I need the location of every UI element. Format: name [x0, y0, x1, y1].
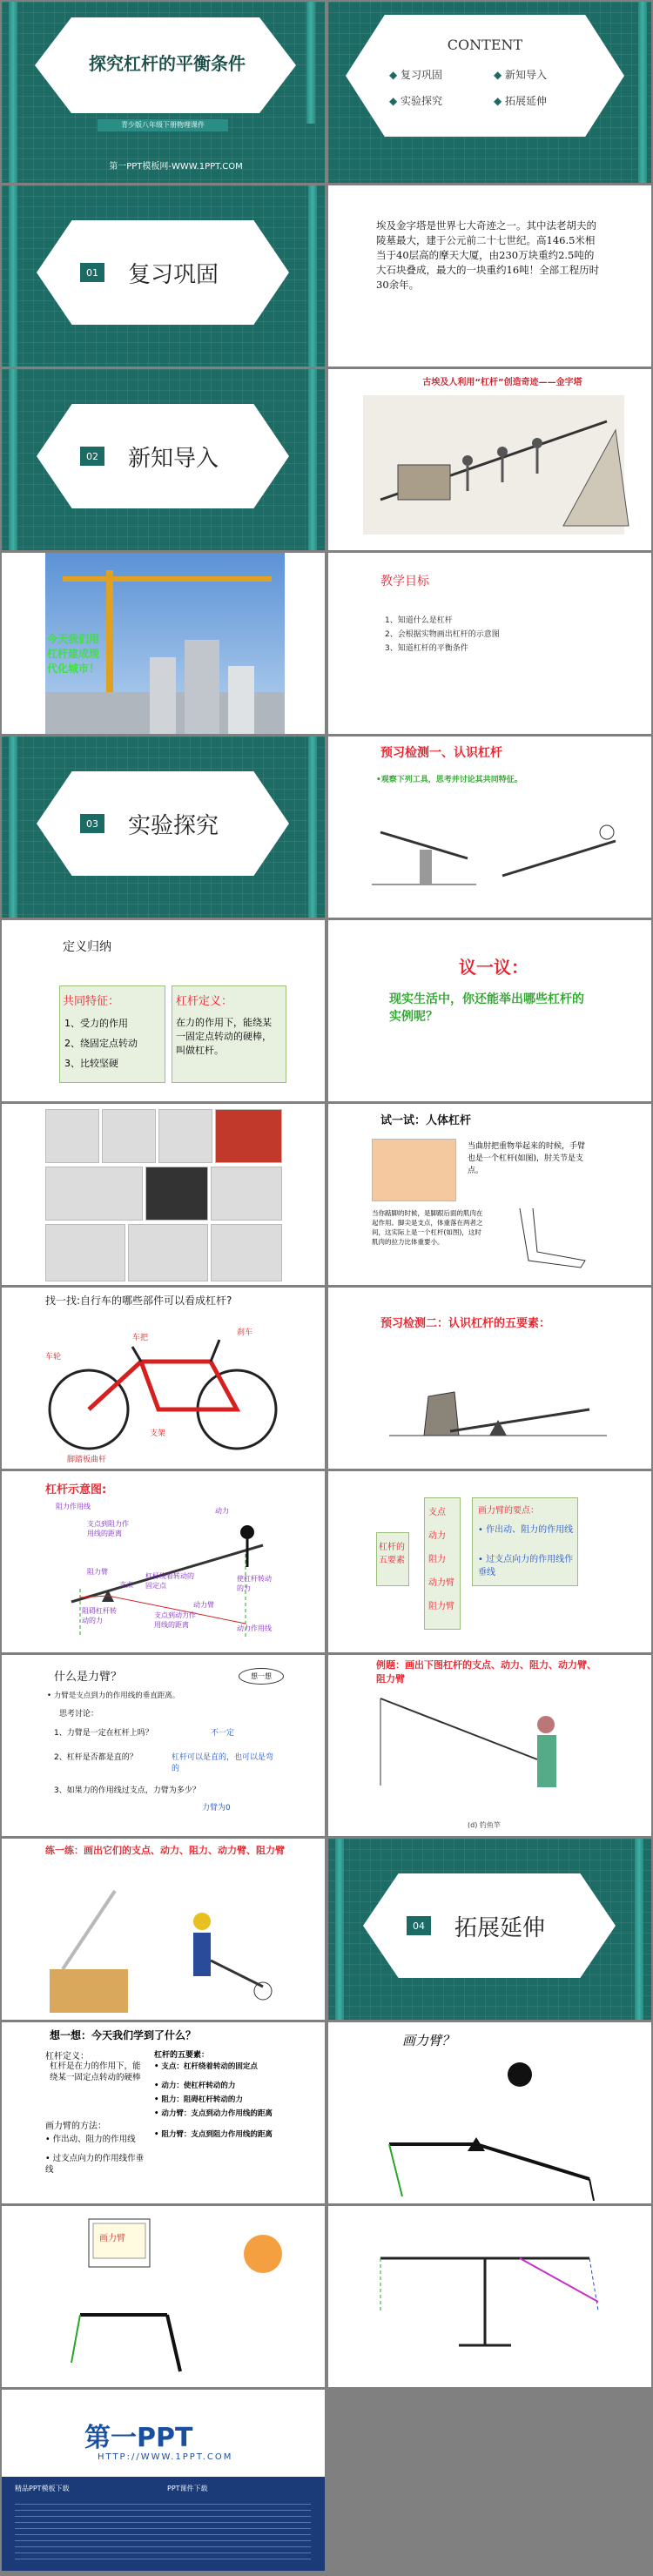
bike-label-wheel: 车轮: [45, 1353, 62, 1362]
slide-objectives: [328, 553, 651, 734]
pencil-decoration: [9, 185, 17, 367]
arm-bubble: 想一想: [239, 1668, 284, 1685]
foot-illustration: [502, 1200, 607, 1278]
feature-item-2: 2、绕固定点转动: [64, 1038, 138, 1049]
pencil-decoration: [308, 736, 317, 918]
slide-summary: [2, 2022, 325, 2203]
slide-body-lever: [328, 1104, 651, 1285]
section-number: 03: [80, 814, 104, 833]
contents-hexagon: [346, 15, 624, 137]
example-caption: (d) 钓鱼竿: [468, 1821, 501, 1829]
contents-item-label: 实验探究: [401, 95, 443, 107]
draw-arm-sign: 画力臂: [99, 2234, 125, 2243]
summary-method-title: 画力臂的方法：: [45, 2122, 106, 2131]
arm-tip-label: 过支点向力的作用线作垂线: [478, 1555, 574, 1577]
ad-link-list: [15, 2499, 311, 2564]
arm-heading: 什么是力臂？: [54, 1671, 123, 1684]
slide-example: [328, 1655, 651, 1836]
section-title: 实验探究: [128, 813, 219, 839]
feature-item-1: 1、受力的作用: [64, 1018, 128, 1029]
slide-what-is-arm: [2, 1655, 325, 1836]
contents-item-4[interactable]: [494, 93, 547, 108]
objective-item-2: 2、会根据实物画出杠杆的示意图: [385, 630, 500, 639]
summary-five-5: • 阻力臂：支点到阻力作用线的距离: [154, 2130, 273, 2139]
slide-arm-practice: [2, 2206, 325, 2387]
label-resistance-arm: 阻力臂: [87, 1568, 108, 1576]
answer-1: 不一定: [211, 1729, 235, 1738]
pencil-decoration: [638, 2, 647, 183]
slide-section-02: [2, 369, 325, 550]
section-number: 04: [407, 1916, 431, 1935]
tool-image: [158, 1109, 212, 1163]
slide-preview-1: [328, 736, 651, 918]
practice-illustration: [2, 1839, 325, 2020]
bike-label-stand: 支架: [150, 1429, 166, 1438]
summary-def-text: 杠杆是在力的作用下，能绕某一固定点转动的硬棒: [50, 2061, 141, 2082]
pencil-decoration: [306, 2, 315, 124]
contents-item-2[interactable]: [494, 67, 547, 82]
preview2-heading: 预习检测二：认识杠杆的五要素：: [380, 1317, 551, 1330]
label-effort-desc: 使杠杆转动的力: [237, 1575, 272, 1592]
subtitle: 青少版八年级下册物理课件: [121, 121, 205, 129]
pencil-decoration: [335, 1839, 344, 2020]
tool-image: [102, 1109, 156, 1163]
definition-heading: 定义归纳: [63, 940, 111, 954]
preview-heading: 预习检测一、认识杠杆: [380, 746, 502, 760]
page-title: 探究杠杆的平衡条件: [89, 53, 246, 74]
summary-five-title: 杠杆的五要素：: [154, 2051, 210, 2060]
tool-image: [145, 1167, 208, 1221]
element-item-2: 动力: [428, 1531, 446, 1541]
question-2: 2、杠杆是否都是直的？: [54, 1753, 138, 1762]
objectives-heading: 教学目标: [380, 575, 429, 589]
lever-definition-text: 在力的作用下，能绕某一固定点转动的硬棒，叫做杠杆。: [176, 1017, 272, 1056]
tool-image: [211, 1167, 282, 1221]
label-resistance-desc: 阻碍杠杆转动的力: [82, 1607, 117, 1624]
section-title: 复习巩固: [128, 262, 219, 288]
label-resistance-line: 阻力作用线: [56, 1503, 91, 1510]
slide-ad: [2, 2390, 325, 2571]
draw-arm-diagram: [328, 2022, 651, 2203]
arm-definition: • 力臂是支点到力的作用线的垂直距离。: [47, 1692, 180, 1700]
crane-caption: 今天我们用杠杆建成现代化城市！: [47, 633, 100, 675]
ad-col1-title[interactable]: 精品PPT模板下载: [15, 2485, 70, 2492]
common-features-title: 共同特征：: [63, 995, 120, 1008]
slide-pyramid-drawing: [328, 369, 651, 550]
arm-tip-2: • 过支点向力的作用线作垂线: [478, 1555, 574, 1577]
tool-image: [128, 1224, 208, 1281]
pencil-decoration: [9, 369, 17, 550]
tools-illustration: [328, 736, 651, 918]
question-3: 3、如果力的作用线过支点，力臂为多少？: [54, 1786, 200, 1795]
slide-lever-diagram: [2, 1471, 325, 1652]
label-effort-arm: 动力臂: [193, 1601, 214, 1609]
lever-definition-title: 杠杆定义：: [176, 995, 233, 1008]
think-label: 思考讨论：: [59, 1710, 99, 1718]
tool-image: [45, 1224, 125, 1281]
label-effort: 动力: [215, 1507, 229, 1515]
slide-five-elements: [328, 1471, 651, 1652]
contents-heading: CONTENT: [447, 37, 523, 53]
pyramid-illustration: [328, 369, 651, 550]
objective-item-3: 3、知道杠杆的平衡条件: [385, 644, 468, 653]
slide-discuss: [328, 920, 651, 1101]
arm-image: [372, 1139, 456, 1201]
slide-draw-arm: [328, 2022, 651, 2203]
answer-2: 杠杆可以是直的，也可以是弯的: [172, 1753, 274, 1773]
summary-method-1: • 作出动、阻力的作用线: [45, 2135, 136, 2144]
contents-item-3[interactable]: [389, 93, 442, 108]
arm-tip-1: • 作出动、阻力的作用线: [478, 1525, 574, 1535]
body-lever-text-1: 当曲肘把重物举起来的时候，手臂也是一个杠杆(如图)，肘关节是支点。: [468, 1142, 586, 1175]
footer-text: 第一PPT模板网-WWW.1PPT.COM: [109, 162, 243, 172]
preview-sub: •观察下列工具，思考并讨论其共同特征。: [376, 776, 522, 784]
arm-practice-diagram: [2, 2206, 325, 2387]
contents-item-label: 新知导入: [505, 69, 548, 81]
contents-item-label: 拓展延伸: [505, 95, 548, 107]
draw-arm-heading: 画力臂？: [402, 2033, 455, 2048]
section-title: 新知导入: [128, 446, 219, 472]
summary-five-4: • 动力臂：支点到动力作用线的距离: [154, 2109, 273, 2118]
slide-balance: [328, 2206, 651, 2387]
section-number: 02: [80, 447, 104, 466]
five-elements-title: 杠杆的五要素: [379, 1543, 405, 1565]
slide-section-04: [328, 1839, 651, 2020]
feature-item-3: 3、比较坚硬: [64, 1058, 118, 1069]
bike-label-handlebar: 车把: [132, 1334, 149, 1342]
slide-title: [2, 2, 325, 183]
fishing-illustration: [328, 1655, 651, 1836]
element-item-4: 动力臂: [428, 1578, 454, 1588]
discuss-heading: 议一议：: [459, 957, 528, 978]
bike-label-pedal: 脚踏板曲杆: [67, 1456, 107, 1464]
pencil-decoration: [308, 185, 317, 367]
discuss-text: 现实生活中，你还能举出哪些杠杆的实例呢？: [389, 992, 584, 1024]
label-fulcrum-desc: 杠杆绕着转动的固定点: [145, 1572, 194, 1590]
element-item-1: 支点: [428, 1508, 446, 1517]
bicycle-heading: 找一找:自行车的哪些部件可以看成杠杆?: [45, 1295, 232, 1307]
section-title: 拓展延伸: [454, 1915, 546, 1941]
label-effort-line: 动力作用线: [237, 1624, 272, 1632]
pyramid-text: 埃及金字塔是世界七大奇迹之一。其中法老胡夫的陵墓最大，建于公元前二十七世纪。高146.5米相当于40层高的摩天大厦，由230万块重约2.5吨的大石块叠成，最大的一块重约16吨！全部工程历时30余年。: [376, 219, 600, 291]
ad-col2-title[interactable]: PPT课件下载: [167, 2485, 208, 2492]
tool-image: [211, 1224, 282, 1281]
pencil-decoration: [9, 2, 17, 183]
slide-crane: [2, 553, 325, 734]
label-fulcrum-to-resistance: 支点到阻力作用线的距离: [87, 1520, 129, 1537]
tool-image: [45, 1109, 99, 1163]
bullet-icon: ◆: [494, 95, 506, 107]
bicycle-illustration: [2, 1288, 325, 1469]
bike-label-brake: 刹车: [237, 1328, 253, 1337]
label-fulcrum-to-effort: 支点到动力作用线的距离: [154, 1611, 196, 1629]
body-lever-text-2: 当你踮脚的时候，是脚跟后面的肌肉在起作用。脚尖是支点，体重落在两者之间，这实际上是一个杠杆(如图)，这时肌肉的拉力比体重要小。: [372, 1209, 483, 1246]
contents-item-label: 复习巩固: [401, 69, 443, 81]
tool-image: [45, 1167, 143, 1221]
slide-pyramid-text: [328, 185, 651, 367]
example-heading: 例题：画出下图杠杆的支点、动力、阻力、动力臂、阻力臂: [376, 1659, 596, 1685]
slide-bicycle: [2, 1288, 325, 1469]
slide-tools-grid: [2, 1104, 325, 1285]
pencil-decoration: [9, 736, 17, 918]
pencil-decoration: [308, 369, 317, 550]
pencil-decoration: [635, 1839, 643, 2020]
bullet-icon: ◆: [494, 69, 506, 81]
slide-definition: [2, 920, 325, 1101]
bullet-icon: ◆: [389, 95, 401, 107]
summary-five-2: • 动力：使杠杆转动的力: [154, 2082, 236, 2090]
diagram-heading: 杠杆示意图:: [45, 1483, 107, 1497]
practice-heading: 练一练：画出它们的支点、动力、阻力、动力臂、阻力臂: [45, 1845, 285, 1856]
question-1: 1、力臂是一定在杠杆上吗？: [54, 1729, 153, 1738]
ad-url[interactable]: HTTP://WWW.1PPT.COM: [98, 2452, 233, 2462]
summary-five-3: • 阻力：阻碍杠杆转动的力: [154, 2095, 243, 2104]
ad-logo: 第一PPT: [84, 2423, 193, 2453]
objective-item-1: 1、知道什么是杠杆: [385, 616, 453, 625]
body-lever-heading: 试一试：人体杠杆: [380, 1114, 472, 1127]
balance-diagram: [328, 2206, 651, 2387]
summary-def-title: 杠杆定义：: [45, 2052, 89, 2061]
slide-practice: [2, 1839, 325, 2020]
arm-tip-label: 作出动、阻力的作用线: [486, 1525, 574, 1535]
slide-contents: [328, 2, 651, 183]
arm-tips-title: 画力臂的要点：: [478, 1506, 539, 1516]
element-item-3: 阻力: [428, 1555, 446, 1564]
section-number: 01: [80, 263, 104, 282]
slide-section-01: [2, 185, 325, 367]
label-fulcrum: 支点: [119, 1581, 133, 1589]
slide-preview-2: [328, 1288, 651, 1469]
contents-item-1[interactable]: [389, 67, 442, 82]
element-item-5: 阻力臂: [428, 1602, 454, 1611]
summary-method-2: • 过支点向力的作用线作垂线: [45, 2154, 145, 2175]
slide-section-03: [2, 736, 325, 918]
answer-3: 力臂为0: [202, 1804, 231, 1813]
summary-five-1: • 支点：杠杆绕着转动的固定点: [154, 2062, 258, 2071]
tool-image: [215, 1109, 282, 1163]
summary-heading: 想一想：今天我们学到了什么？: [50, 2029, 197, 2041]
pyramid-banner: 古埃及人利用“杠杆”创造奇迹——金字塔: [422, 378, 582, 387]
rock-lever-illustration: [328, 1288, 651, 1469]
bullet-icon: ◆: [389, 69, 401, 81]
